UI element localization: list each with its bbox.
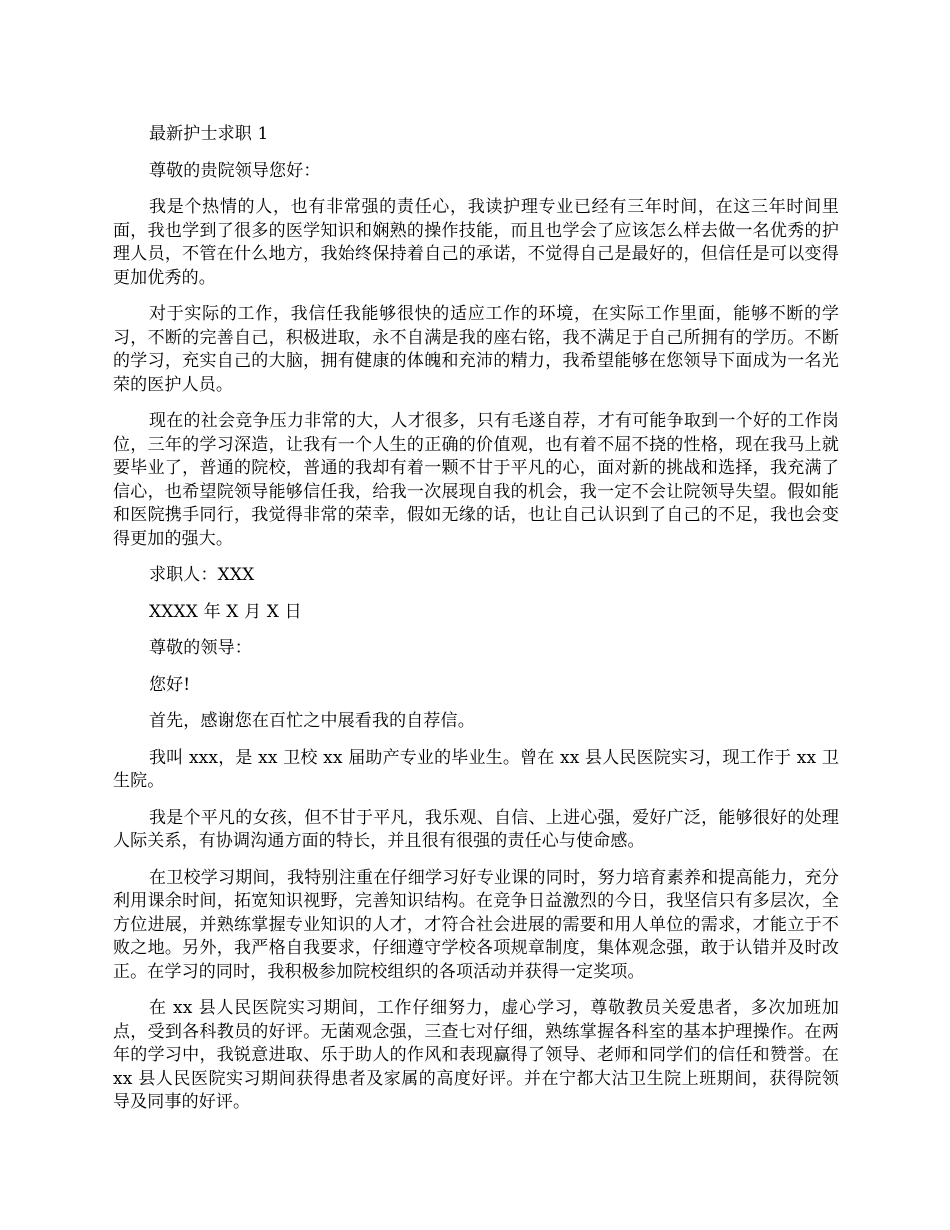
greeting: 您好!	[149, 674, 191, 695]
body-paragraph: 对于实际的工作，我信任我能够很快的适应工作的环境，在实际工作里面，能够不断的学习，不断的完善自己，积极进取，永不自满是我的座右铭，我不满足于自己所拥有的学历。不断的学习，充实自己的大脑，拥有健康的体魄和充沛的精力，我希望能够在您领导下面成为一名光荣的医护人员。	[113, 304, 839, 395]
second-salutation: 尊敬的领导：	[149, 638, 252, 658]
body-paragraph: 现在的社会竞争压力非常的大，人才很多，只有毛遂自荐，才有可能争取到一个好的工作岗位，三年的学习深造，让我有一个人生的正确的价值观，也有着不屈不挠的性格，现在我马上就要毕业了，普通的院校，普通的我却有着一颗不甘于平凡的心，面对新的挑战和选择，我充满了信心，也希望院领导能够信任我，给我一次展现自我的机会，我一定不会让院领导失望。假如能和医院携手同行，我觉得非常的荣幸，假如无缘的话，也让自己认识到了自己的不足，我也会变得更加的强大。	[113, 411, 839, 549]
document-title: 最新护士求职 1	[149, 124, 269, 144]
applicant-signature: 求职人：XXX	[149, 565, 255, 585]
body-paragraph: 我是个平凡的女孩，但不甘于平凡，我乐观、自信、上进心强，爱好广泛，能够很好的处理人际关系，有协调沟通方面的特长，并且很有很强的责任心与使命感。	[113, 807, 839, 851]
body-paragraph: 在卫校学习期间，我特别注重在仔细学习好专业课的同时，努力培育素养和提高能力，充分利用课余时间，拓宽知识视野，完善知识结构。在竞争日益激烈的今日，我坚信只有多层次，全方位进展，并熟练掌握专业知识的人才，才符合社会进展的需要和用人单位的需求，才能立于不败之地。另外，我严格自我要求，仔细遵守学校各项规章制度，集体观念强，敢于认错并及时改正。在学习的同时，我积极参加院校组织的各项活动并获得一定奖项。	[113, 867, 839, 982]
letter-date: XXXX 年 X 月 X 日	[149, 601, 302, 622]
body-paragraph: 在 xx 县人民医院实习期间，工作仔细努力，虚心学习，尊敬教员关爱患者，多次加班加点，受到各科教员的好评。无菌观念强，三查七对仔细，熟练掌握各科室的基本护理操作。在两年的学习中，我锐意进取、乐于助人的作风和表现赢得了领导、老师和同学们的信任和赞誉。在 xx 县人民医院实习期间获得患者及家属的高度好评。并在宁都大沽卫生院上班期间，获得院领导及同事的好评。	[113, 998, 839, 1112]
document-body	[113, 123, 839, 1128]
body-paragraph: 首先，感谢您在百忙之中展看我的自荐信。	[149, 711, 475, 731]
salutation: 尊敬的贵院领导您好：	[149, 160, 321, 181]
body-paragraph: 我叫 xxx，是 xx 卫校 xx 届助产专业的毕业生。曾在 xx 县人民医院实习，现工作于 xx 卫生院。	[113, 747, 839, 791]
body-paragraph: 我是个热情的人，也有非常强的责任心，我读护理专业已经有三年时间，在这三年时间里面，我也学到了很多的医学知识和娴熟的操作技能，而且也学会了应该怎么样去做一名优秀的护理人员，不管在什么地方，我始终保持着自己的承诺，不觉得自己是最好的，但信任是可以变得更加优秀的。	[113, 197, 839, 288]
